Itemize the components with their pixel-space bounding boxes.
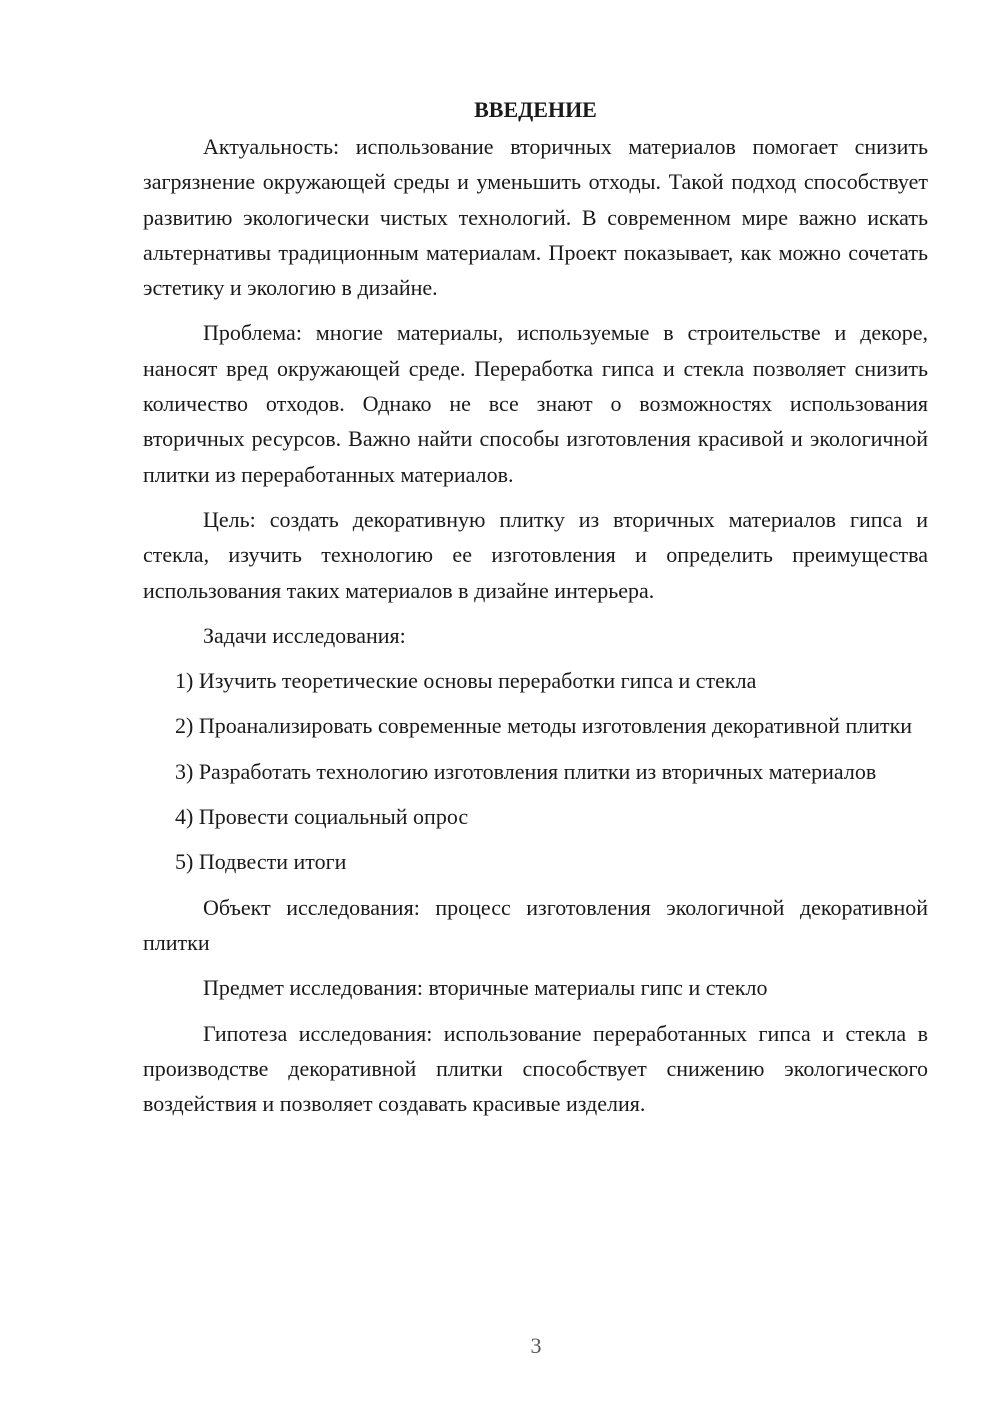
paragraph-subject: Предмет исследования: вторичные материалы гипс и стекло <box>203 975 768 1001</box>
paragraph-tasks-heading: Задачи исследования: <box>203 622 406 648</box>
paragraph-object: Объект исследования: процесс изготовления экологичной декоративной плитки <box>143 894 928 955</box>
paragraph-problem: Проблема: многие материалы, используемые в строительстве и декоре, наносят вред окружающей среде. Переработка гипса и стекла позволяет снизить количество отходов. Однако не все знают о возможностях использования вторичных ресурсов. Важно найти способы изготовления красивой и экологичной плитки из переработанных материалов. <box>143 320 928 487</box>
page-number: 3 <box>530 1333 542 1358</box>
task-item-3: 3) Разработать технологию изготовления плитки из вторичных материалов <box>175 758 877 784</box>
section-title: ВВЕДЕНИЕ <box>474 97 597 122</box>
document-page <box>143 92 928 1131</box>
paragraph-goal: Цель: создать декоративную плитку из вторичных материалов гипса и стекла, изучить технологию ее изготовления и определить преимущества использования таких материалов в дизайне интерьера. <box>143 506 928 603</box>
task-item-4: 4) Провести социальный опрос <box>175 804 469 830</box>
paragraph-relevance: Актуальность: использование вторичных материалов помогает снизить загрязнение окружающей среды и уменьшить отходы. Такой подход способствует развитию экологически чистых технологий. В современном мире важно искать альтернативы традиционным материалам. Проект показывает, как можно сочетать эстетику и экологию в дизайне. <box>143 134 928 301</box>
task-item-5: 5) Подвести итоги <box>175 849 347 875</box>
task-item-2: 2) Проанализировать современные методы изготовления декоративной плитки <box>175 713 913 739</box>
paragraph-hypothesis: Гипотеза исследования: использование переработанных гипса и стекла в производстве декоративной плитки способствует снижению экологического воздействия и позволяет создавать красивые изделия. <box>143 1020 928 1117</box>
task-item-1: 1) Изучить теоретические основы переработки гипса и стекла <box>175 668 757 694</box>
